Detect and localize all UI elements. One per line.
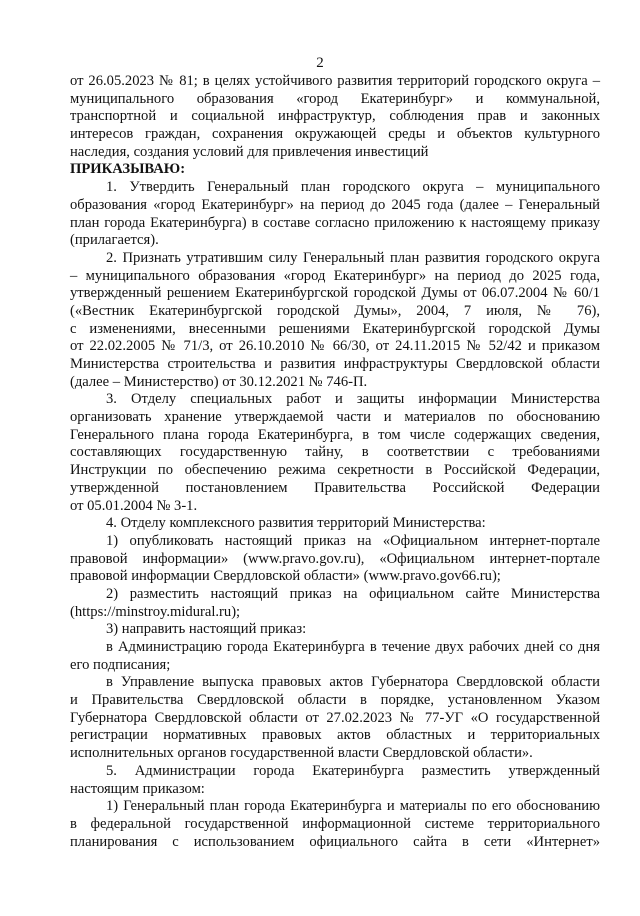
text-line: наследия, создания условий для привлечения инвестиций [70,143,429,160]
text-line: утвержденной постановлением Правительства Российской Федерации [70,479,600,496]
text-line: планирования с использованием официального сайта в сети «Интернет» [70,833,600,850]
text-line: от 05.01.2004 № 3-1. [70,497,198,514]
text-line: правовой информации» (www.pravo.gov.ru), «Официальном интернет-портале [70,550,600,567]
text-line: правовой информации Свердловской области» (www.pravo.gov66.ru); [70,568,501,585]
text-line: 5. Администрации города Екатеринбурга разместить утвержденный [106,762,600,779]
text-line: план города Екатеринбурга) в составе согласно приложению к настоящему приказу [70,214,600,231]
text-line: от 26.05.2023 № 81; в целях устойчивого развития территорий городского округа – [70,73,600,89]
text-line: 3) направить настоящий приказ: [106,621,307,638]
page-number: 2 [316,55,324,71]
text-line: Инструкции по обеспечению режима секретности в Российской Федерации, [70,462,600,479]
text-line: с изменениями, внесенными решениями Екатеринбургской городской Думы [70,320,600,337]
text-line: в Администрацию города Екатеринбурга в течение двух рабочих дней со дня [106,639,600,655]
text-line: регистрации нормативных правовых актов областных и территориальных [70,727,600,744]
text-line: Губернатора Свердловской области от 27.02.2023 № 77-УГ «О государственной [70,709,600,726]
order-heading: ПРИКАЗЫВАЮ: [70,161,186,178]
text-line: транспортной и социальной инфраструктур, соблюдения прав и законных [70,108,600,125]
text-line: 2) разместить настоящий приказ на официальном сайте Министерства [106,585,600,602]
text-line: Министерства строительства и развития инфраструктуры Свердловской области [70,356,600,372]
text-line: его подписания; [70,656,171,673]
text-line: 1) Генеральный план города Екатеринбурга и материалы по его обоснованию [106,798,600,815]
text-line: Генерального плана города Екатеринбурга, в том числе содержащих сведения, [70,426,600,443]
text-line: в Управление выпуска правовых актов Губернатора Свердловской области [106,674,600,691]
text-line: интересов граждан, сохранения окружающей среды и объектов культурного [70,126,600,143]
text-line: (далее – Министерство) от 30.12.2021 № 746-П. [70,373,368,390]
text-line: (прилагается). [70,232,159,249]
text-line: исполнительных органов государственной власти Свердловской области». [70,745,533,762]
text-line: (https://minstroy.midural.ru); [70,603,241,620]
text-line: 2. Признать утратившим силу Генеральный план развития городского округа [106,249,600,266]
text-line: 1. Утвердить Генеральный план городского округа – муниципального [106,179,600,196]
text-line: в федеральной государственной информационной системе территориального [70,815,600,832]
text-line: 4. Отделу комплексного развития территорий Министерства: [106,515,486,532]
text-line: («Вестник Екатеринбургской городской Думы», 2004, 7 июля, № 76), [70,302,600,319]
text-line: от 22.02.2005 № 71/3, от 26.10.2010 № 66/30, от 24.11.2015 № 52/42 и приказом [70,338,600,355]
text-line: утвержденный решением Екатеринбургской городской Думы от 06.07.2004 № 60/1 [70,285,600,302]
text-line: 1) опубликовать настоящий приказ на «Официальном интернет-портале [106,532,600,549]
text-line: и Правительства Свердловской области в порядке, установленном Указом [70,692,600,709]
text-line: образования «город Екатеринбург» на период до 2045 года (далее – Генеральный [70,196,600,213]
text-line: настоящим приказом: [70,780,205,797]
text-line: составляющих государственную тайну, в соответствии с требованиями [70,444,600,461]
text-line: организовать хранение утверждаемой части и материалов по обоснованию [70,409,600,426]
text-line: муниципального образования «город Екатеринбург» и коммунальной, [70,90,600,107]
document-body [70,73,600,851]
text-line: – муниципального образования «город Екатеринбург» на период до 2025 года, [70,267,600,284]
text-line: 3. Отделу специальных работ и защиты информации Министерства [106,391,600,408]
